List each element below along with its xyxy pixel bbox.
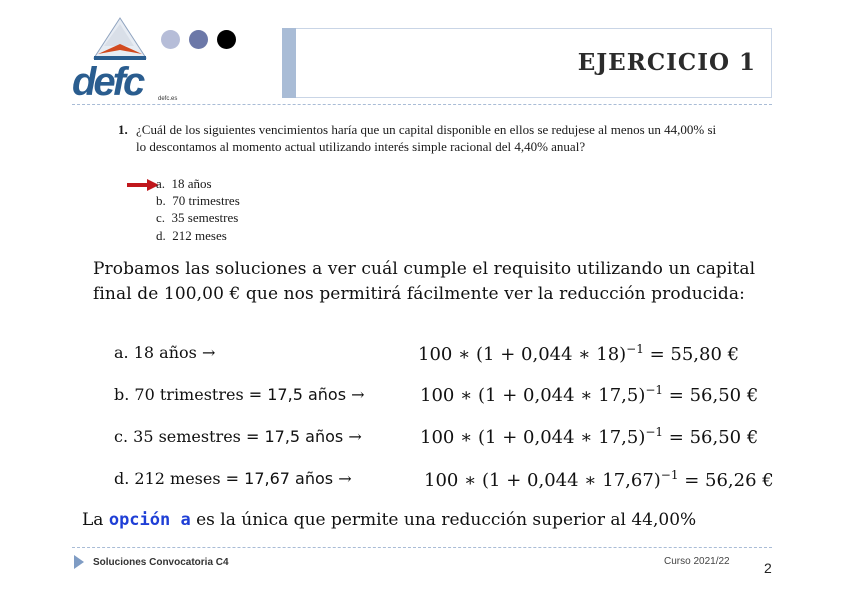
option-b: b. 70 trimestres — [156, 193, 240, 208]
footer-left-text: Soluciones Convocatoria C4 — [93, 557, 229, 568]
decor-dot-light — [161, 30, 180, 49]
logo-text: defc — [72, 60, 143, 104]
footer-course: Curso 2021/22 — [664, 556, 730, 567]
header-divider — [72, 104, 772, 105]
page-title: EJERCICIO 1 — [577, 49, 756, 76]
arrow-icon: → — [348, 427, 362, 446]
logo-pyramid-icon — [90, 16, 150, 62]
title-accent-bar — [282, 28, 296, 98]
intro-paragraph: Probamos las soluciones a ver cuál cumple el requisito utilizando un capital final de 100,00 € que nos permitirá fácilmente ver la reducción producida: — [93, 259, 756, 304]
question-block — [118, 121, 718, 155]
option-d: d. 212 meses — [156, 228, 227, 243]
arrow-icon: → — [338, 469, 352, 488]
logo-subtext: defc.es — [158, 96, 178, 102]
question-number: 1. — [118, 122, 128, 137]
row-d-formula: 100 ∗ (1 + 0,044 ∗ 17,67)$^{-1}$ = 56,26 € — [424, 468, 774, 491]
row-b-formula: 100 ∗ (1 + 0,044 ∗ 17,5)$^{-1}$ = 56,50 € — [420, 383, 759, 406]
arrow-icon: → — [351, 385, 365, 404]
row-c-formula: 100 ∗ (1 + 0,044 ∗ 17,5)$^{-1}$ = 56,50 € — [420, 425, 759, 448]
footer-divider — [72, 547, 772, 548]
answer-arrow-icon — [127, 179, 159, 191]
decor-dot-mid — [189, 30, 208, 49]
page-number: 2 — [764, 560, 772, 576]
option-c: c. 35 semestres — [156, 210, 239, 225]
decor-dot-dark — [217, 30, 236, 49]
highlight-option: opción a — [108, 510, 191, 530]
row-a-formula: 100 ∗ (1 + 0,044 ∗ 18)$^{-1}$ = 55,80 € — [418, 342, 740, 365]
option-a: a. 18 años — [156, 176, 212, 191]
row-b-label: b. 70 trimestres = 17,5 años → — [114, 385, 365, 404]
row-a-label: a. 18 años → — [114, 343, 216, 362]
row-c-label: c. 35 semestres = 17,5 años → — [114, 427, 362, 446]
footer-triangle-icon — [74, 555, 84, 569]
question-text: ¿Cuál de los siguientes vencimientos haría que un capital disponible en ellos se redujese al menos un 44,00% si lo descontamos al momento actual utilizando interés simple racional del 4,40% anual? — [136, 122, 717, 154]
conclusion: La opción a es la única que permite una reducción superior al 44,00% — [82, 510, 697, 530]
arrow-icon: → — [201, 343, 216, 362]
defc-logo — [72, 16, 182, 106]
row-d-label: d. 212 meses = 17,67 años → — [114, 469, 352, 488]
